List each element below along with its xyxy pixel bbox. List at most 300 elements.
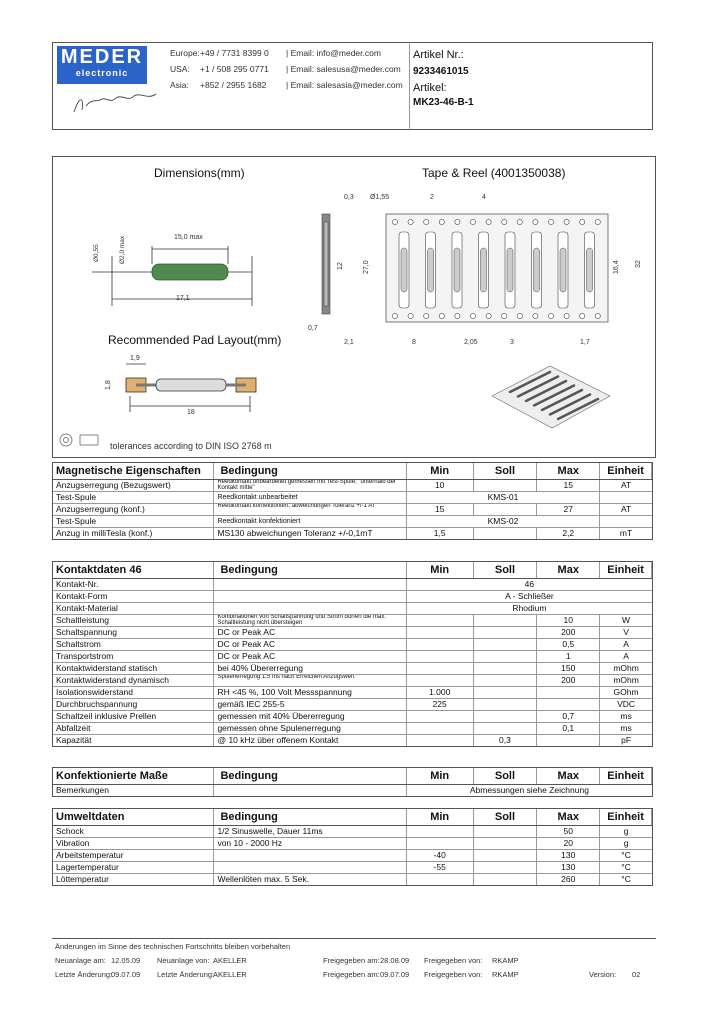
table-body — [53, 480, 652, 539]
cell-name: Schaltstrom — [53, 639, 214, 650]
tape-component — [428, 248, 434, 292]
cell-span-value: Abmessungen siehe Zeichnung — [469, 785, 589, 795]
tape-label-d: 4 — [482, 194, 486, 201]
cell-min: 1,5 — [407, 528, 474, 539]
tagline-signature — [70, 88, 160, 116]
table-row — [53, 723, 652, 735]
cell-soll — [474, 862, 538, 873]
cell-soll — [474, 826, 538, 837]
col-condition: Bedingung — [214, 768, 406, 784]
tape-reel-title: Tape & Reel (4001350038) — [422, 166, 566, 180]
dimensions-title: Dimensions(mm) — [154, 166, 245, 180]
cell-min — [407, 826, 474, 837]
sprocket-hole — [424, 219, 429, 224]
region-usa: USA: — [170, 64, 190, 74]
col-soll: Soll — [474, 463, 538, 479]
header-divider — [409, 42, 410, 130]
contact-regions — [170, 48, 200, 91]
cell-condition: Wellenlöten max. 5 Sek. — [214, 874, 406, 885]
sprocket-hole — [408, 219, 413, 224]
sprocket-hole — [439, 219, 444, 224]
pad-layout-title: Recommended Pad Layout(mm) — [108, 333, 282, 347]
tape-label-a: 0,3 — [344, 194, 354, 201]
tape-label-i: 0,7 — [308, 325, 318, 332]
footer-note: Änderungen im Sinne des technischen Fortschritts bleiben vorbehalten — [55, 942, 291, 951]
table-row — [53, 699, 652, 711]
sprocket-hole — [455, 219, 460, 224]
cell-max: 50 — [537, 826, 600, 837]
cell-min — [407, 723, 474, 734]
tape-top-view — [386, 214, 608, 322]
cell-condition — [214, 850, 406, 861]
cell-condition: Reedkontakt konfektioniert — [214, 516, 406, 527]
region-europe: Europe: — [170, 48, 200, 58]
cell-soll — [474, 651, 538, 662]
cell-unit: mOhm — [613, 675, 639, 685]
cell-max: 200 — [537, 675, 600, 686]
cell-unit: ms — [620, 723, 632, 733]
cell-name: Vibration — [53, 838, 214, 849]
sprocket-hole — [439, 313, 444, 318]
footer-meta-item: Letzte Änderung: — [157, 970, 215, 979]
tape-component — [481, 248, 487, 292]
dim-label-diameter-body: Ø2,0 max — [119, 235, 126, 264]
cell-soll — [474, 663, 538, 674]
artikel-label: Artikel: — [413, 82, 447, 94]
tape-label-b: Ø1,55 — [370, 194, 390, 201]
table-row — [53, 663, 652, 675]
cell-condition — [214, 579, 406, 590]
cell-unit: g — [623, 838, 629, 848]
pad-label-height: 1,8 — [105, 380, 112, 390]
dim-label-diameter-lead: Ø0,55 — [93, 244, 100, 262]
cell-min: 10 — [407, 480, 474, 491]
cell-min — [407, 615, 474, 626]
cell-min: -40 — [407, 850, 474, 861]
cell-name: Arbeitstemperatur — [53, 850, 214, 861]
contact-phones — [200, 48, 269, 91]
cell-unit — [600, 516, 652, 527]
cell-max: 130 — [537, 862, 600, 873]
pad-label-distance: 18 — [187, 409, 195, 416]
pad-label-width: 1,9 — [130, 355, 140, 362]
cell-condition: Reedkontakt unbearbeitet gemessen mit Test-Spule, "unterhalb der Kontakt mitte" — [214, 480, 406, 491]
cell-name: Anzug in milliTesla (konf.) — [53, 528, 214, 539]
cell-span-value: A - Schließer — [505, 591, 554, 601]
col-max: Max — [537, 562, 600, 578]
table-header — [53, 562, 652, 579]
cell-name: Test-Spule — [53, 516, 214, 527]
sprocket-hole — [517, 219, 522, 224]
cell-name: Schaltzeil inklusive Prellen — [53, 711, 214, 722]
table-row — [53, 516, 652, 528]
table-assembled — [52, 767, 653, 797]
cell-name: Kontaktwiderstand statisch — [53, 663, 214, 674]
col-unit: Einheit — [600, 463, 652, 479]
footer-meta-item: RKAMP — [492, 956, 519, 965]
table-body — [53, 785, 652, 796]
cell-min — [407, 639, 474, 650]
cell-min — [407, 735, 474, 746]
cell-condition: bei 40% Übererregung — [214, 663, 406, 674]
col-min: Min — [407, 562, 474, 578]
tape-label-j: 2,1 — [344, 339, 354, 346]
cell-max: 1 — [537, 651, 600, 662]
sprocket-hole — [424, 313, 429, 318]
footer-meta-item: 02 — [632, 970, 641, 979]
cell-max: 27 — [537, 504, 600, 515]
tape-label-m: 3 — [510, 339, 514, 346]
cell-min: 15 — [407, 504, 474, 515]
cell-name: Kontakt-Material — [53, 603, 214, 614]
tape-component — [534, 248, 540, 292]
sprocket-hole — [502, 313, 507, 318]
cell-name: Transportstrom — [53, 651, 214, 662]
footer-meta-item: 09.07.09 — [111, 970, 141, 979]
cell-condition: MS130 abweichungen Toleranz +/-0,1mT — [214, 528, 406, 539]
footer-meta-item: RKAMP — [492, 970, 519, 979]
sprocket-hole — [548, 219, 553, 224]
table-row — [53, 480, 652, 492]
footer-meta-item: Letzte Änderung: — [55, 970, 113, 979]
tape-label-e: 12 — [337, 262, 344, 270]
cell-span-value: KMS-01 — [407, 492, 600, 503]
pad-layout-drawing — [126, 364, 256, 412]
contact-emails — [286, 48, 403, 91]
col-condition: Bedingung — [214, 463, 406, 479]
cell-min — [407, 711, 474, 722]
artikel-value: MK23-46-B-1 — [413, 97, 474, 108]
col-soll: Soll — [474, 562, 538, 578]
artikel-nr-value: 9233461015 — [413, 66, 469, 77]
cell-unit: mT — [619, 528, 633, 538]
cell-name: Schaltspannung — [53, 627, 214, 638]
cell-name: Bemerkungen — [53, 785, 214, 796]
footer-meta-item: AKELLER — [213, 956, 247, 965]
sprocket-hole — [533, 219, 538, 224]
table-magnetic — [52, 462, 653, 540]
cell-condition — [214, 785, 406, 796]
table-body — [53, 579, 652, 746]
table-contact — [52, 561, 653, 747]
cell-name: Test-Spule — [53, 492, 214, 503]
cell-min: 1.000 — [407, 687, 474, 698]
sprocket-hole — [470, 219, 475, 224]
sprocket-hole — [564, 313, 569, 318]
cell-condition: Reedkontakt konfektioniert; abweichungen Toleranz +/-1 AT — [214, 504, 406, 515]
cell-name: Isolationswiderstand — [53, 687, 214, 698]
sprocket-hole — [517, 313, 522, 318]
col-unit: Einheit — [600, 809, 652, 825]
table-row — [53, 675, 652, 687]
cell-condition — [214, 603, 406, 614]
cell-condition: DC or Peak AC — [214, 627, 406, 638]
col-name: Umweltdaten — [53, 809, 214, 825]
tape-component — [507, 248, 513, 292]
table-body — [53, 826, 652, 885]
table-row — [53, 603, 652, 615]
sprocket-hole — [455, 313, 460, 318]
table-row — [53, 579, 652, 591]
tape-label-f: 27,0 — [363, 260, 370, 274]
cell-unit: pF — [621, 735, 632, 745]
cell-name: Anzugserregung (Bezugswert) — [53, 480, 214, 491]
cell-unit: V — [623, 627, 629, 637]
cell-soll — [474, 699, 538, 710]
cell-soll — [474, 850, 538, 861]
projection-symbol — [60, 434, 98, 446]
footer-meta-item: Freigegeben am: — [323, 970, 380, 979]
sprocket-hole — [408, 313, 413, 318]
cell-unit: °C — [621, 850, 631, 860]
sprocket-hole — [580, 219, 585, 224]
phone-asia: +852 / 2955 1682 — [200, 80, 267, 90]
cell-span-value: KMS-02 — [407, 516, 600, 527]
cell-unit: AT — [620, 504, 632, 514]
cell-name: Kontaktwiderstand dynamisch — [53, 675, 214, 686]
cell-unit: W — [622, 615, 631, 625]
footer-meta-item: AKELLER — [213, 970, 247, 979]
cell-soll — [474, 528, 538, 539]
sprocket-hole — [548, 313, 553, 318]
cell-min: 225 — [407, 699, 474, 710]
cell-name: Durchbruchspannung — [53, 699, 214, 710]
table-row — [53, 528, 652, 539]
tape-label-k: 8 — [412, 339, 416, 346]
cell-soll — [474, 504, 538, 515]
tape-label-h: 32 — [635, 260, 642, 268]
cell-unit — [600, 492, 652, 503]
cell-min — [407, 838, 474, 849]
cell-condition: DC or Peak AC — [214, 651, 406, 662]
cell-soll — [474, 480, 538, 491]
cell-name: Abfallzeit — [53, 723, 214, 734]
tape-label-l: 2,05 — [464, 339, 478, 346]
sprocket-hole — [595, 313, 600, 318]
cell-min — [407, 627, 474, 638]
tape-component — [401, 248, 407, 292]
dim-label-length-body: 15,0 max — [174, 234, 203, 241]
sprocket-hole — [392, 313, 397, 318]
cell-max: 150 — [537, 663, 600, 674]
col-min: Min — [407, 809, 474, 825]
cell-max: 0,7 — [537, 711, 600, 722]
tape-component — [560, 248, 566, 292]
cell-name: Kapazität — [53, 735, 214, 746]
col-condition: Bedingung — [214, 809, 406, 825]
cell-max: 0,1 — [537, 723, 600, 734]
sprocket-hole — [595, 219, 600, 224]
cell-name: Schock — [53, 826, 214, 837]
table-row — [53, 785, 652, 796]
cell-min — [407, 675, 474, 686]
cell-min — [407, 663, 474, 674]
cell-name: Lagertemperatur — [53, 862, 214, 873]
tape-isometric-view — [492, 366, 610, 428]
table-row — [53, 639, 652, 651]
region-asia: Asia: — [170, 80, 189, 90]
sprocket-hole — [502, 219, 507, 224]
logo-text: MEDER — [60, 46, 144, 68]
cell-condition: Spulenerregung 1,5 ms nach Erreichen Anzugswert — [214, 675, 406, 686]
tape-label-n: 1,7 — [580, 339, 590, 346]
cell-max: 130 — [537, 850, 600, 861]
cell-max: 260 — [537, 874, 600, 885]
reed-switch-drawing — [92, 246, 252, 306]
col-condition: Bedingung — [214, 562, 406, 578]
col-min: Min — [407, 463, 474, 479]
cell-min: -55 — [407, 862, 474, 873]
cell-name: Löttemperatur — [53, 874, 214, 885]
col-unit: Einheit — [600, 562, 652, 578]
table-row — [53, 591, 652, 603]
cell-max: 0,5 — [537, 639, 600, 650]
tape-component — [454, 248, 460, 292]
cell-max: 200 — [537, 627, 600, 638]
sprocket-hole — [580, 313, 585, 318]
table-header — [53, 463, 652, 480]
cell-max — [537, 699, 600, 710]
cell-max: 10 — [537, 615, 600, 626]
table-row — [53, 826, 652, 838]
col-max: Max — [537, 809, 600, 825]
cell-max: 2,2 — [537, 528, 600, 539]
col-max: Max — [537, 768, 600, 784]
cell-max: 15 — [537, 480, 600, 491]
cell-unit: °C — [621, 874, 631, 884]
email-europe[interactable]: | Email: info@meder.com — [286, 48, 381, 58]
cell-soll — [474, 615, 538, 626]
cell-soll — [474, 687, 538, 698]
footer-meta-item: 09.07.09 — [380, 970, 410, 979]
sprocket-hole — [392, 219, 397, 224]
cell-unit: ms — [620, 711, 632, 721]
cell-max — [537, 735, 600, 746]
footer-meta-item: 12.05.09 — [111, 956, 141, 965]
table-row — [53, 492, 652, 504]
cell-soll — [474, 711, 538, 722]
table-row — [53, 862, 652, 874]
technical-drawing — [52, 156, 656, 458]
cell-condition — [214, 862, 406, 873]
sprocket-hole — [564, 219, 569, 224]
footer-meta-item: Freigegeben von: — [424, 956, 483, 965]
cell-span-value: 46 — [524, 579, 535, 589]
sprocket-hole — [486, 219, 491, 224]
signature-graphic — [70, 88, 160, 116]
footer-meta-item: Freigegeben am: — [323, 956, 380, 965]
cell-span-value: Rhodium — [512, 603, 547, 613]
phone-europe: +49 / 7731 8399 0 — [200, 48, 269, 58]
cell-unit: mOhm — [613, 663, 639, 673]
col-min: Min — [407, 768, 474, 784]
cell-soll — [474, 723, 538, 734]
cell-condition: Reedkontakt unbearbeitet — [214, 492, 406, 503]
table-row — [53, 838, 652, 850]
tolerance-note: tolerances according to DIN ISO 2768 m — [110, 441, 272, 451]
cell-condition: DC or Peak AC — [214, 639, 406, 650]
cell-name: Kontakt-Form — [53, 591, 214, 602]
table-row — [53, 651, 652, 663]
table-row — [53, 735, 652, 746]
logo-subtext: electronic — [75, 68, 129, 78]
footer-meta-item: 28.08.09 — [380, 956, 410, 965]
cell-condition: Kombinationen von Schaltspannung und Strom dürfen die max. Schaltleistung nicht übersteigen — [214, 615, 406, 626]
cell-condition — [214, 591, 406, 602]
cell-min — [407, 651, 474, 662]
dim-label-length-total: 17,1 — [176, 295, 190, 302]
cell-min — [407, 874, 474, 885]
tape-label-g: 16,4 — [613, 260, 620, 274]
cell-condition: gemessen ohne Spulenerregung — [214, 723, 406, 734]
email-usa[interactable]: | Email: salesusa@meder.com — [286, 64, 401, 74]
tape-component — [587, 248, 593, 292]
col-soll: Soll — [474, 809, 538, 825]
cell-soll — [474, 874, 538, 885]
footer-meta-item: Neuanlage von: — [157, 956, 210, 965]
footer-meta-item: Neuanlage am: — [55, 956, 106, 965]
cell-name: Anzugserregung (konf.) — [53, 504, 214, 515]
cell-unit: VDC — [617, 699, 636, 709]
cell-soll — [474, 675, 538, 686]
artikel-nr-label: Artikel Nr.: — [413, 49, 464, 61]
cell-unit: GOhm — [613, 687, 639, 697]
table-row — [53, 874, 652, 885]
table-header — [53, 809, 652, 826]
cell-unit: °C — [621, 862, 631, 872]
table-row — [53, 850, 652, 862]
table-environment — [52, 808, 653, 886]
phone-usa: +1 / 508 295 0771 — [200, 64, 269, 74]
tape-side-view — [322, 214, 330, 314]
col-soll: Soll — [474, 768, 538, 784]
cell-condition: gemessen mit 40% Übererregung — [214, 711, 406, 722]
cell-condition: von 10 - 2000 Hz — [214, 838, 406, 849]
cell-condition: RH <45 %, 100 Volt Messspannung — [214, 687, 406, 698]
cell-max: 20 — [537, 838, 600, 849]
cell-unit: g — [623, 826, 629, 836]
footer-rule — [52, 938, 656, 939]
col-name: Magnetische Eigenschaften — [53, 463, 214, 479]
cell-condition: gemäß IEC 255-5 — [214, 699, 406, 710]
table-header — [53, 768, 652, 785]
tape-label-c: 2 — [430, 194, 434, 201]
footer-meta-item: Freigegeben von: — [424, 970, 483, 979]
table-row — [53, 615, 652, 627]
col-max: Max — [537, 463, 600, 479]
email-asia[interactable]: | Email: salesasia@meder.com — [286, 80, 403, 90]
col-unit: Einheit — [600, 768, 652, 784]
cell-unit: A — [623, 651, 629, 661]
table-row — [53, 627, 652, 639]
cell-unit: A — [623, 639, 629, 649]
cell-soll — [474, 838, 538, 849]
cell-name: Schaltleistung — [53, 615, 214, 626]
cell-max — [537, 687, 600, 698]
meder-logo — [57, 46, 147, 84]
cell-unit: AT — [620, 480, 632, 490]
footer-meta-item: Version: — [589, 970, 617, 979]
cell-condition: @ 10 kHz über offenem Kontakt — [214, 735, 406, 746]
cell-soll: 0,3 — [474, 735, 538, 746]
table-row — [53, 504, 652, 516]
cell-soll — [474, 639, 538, 650]
table-row — [53, 687, 652, 699]
cell-condition: 1/2 Sinuswelle, Dauer 11ms — [214, 826, 406, 837]
cell-soll — [474, 627, 538, 638]
sprocket-hole — [470, 313, 475, 318]
sprocket-hole — [533, 313, 538, 318]
